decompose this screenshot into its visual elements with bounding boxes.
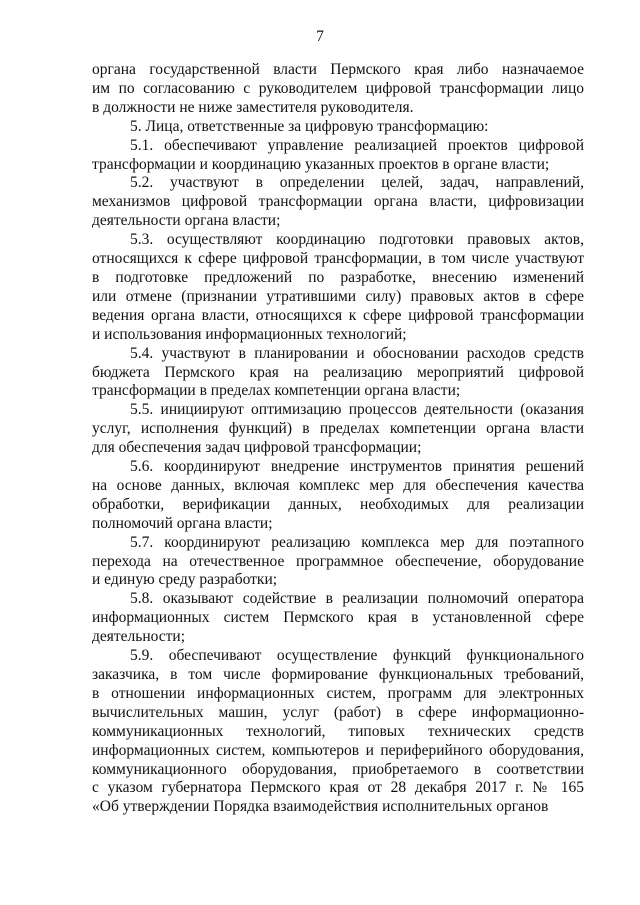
text-line: 5.2. участвуют в определении целей, задач, направлений, — [130, 174, 584, 192]
paragraph — [92, 534, 584, 591]
text-line: в должности не ниже заместителя руководителя. — [92, 98, 414, 116]
paragraph — [92, 61, 584, 118]
text-line: информационных систем, компьютеров и периферийного оборудования, — [92, 741, 584, 759]
text-line: перехода на отечественное программное обеспечение, оборудование — [92, 552, 584, 570]
paragraph — [92, 118, 584, 137]
text-line: 5.3. осуществляют координацию подготовки правовых актов, — [130, 231, 584, 249]
text-line: деятельности; — [92, 628, 186, 646]
paragraph — [92, 401, 584, 458]
text-line: трансформации в пределах компетенции органа власти; — [92, 382, 461, 400]
text-line: «Об утверждении Порядка взаимодействия исполнительных органов — [92, 798, 549, 816]
text-line: информационных систем Пермского края в установленной сфере — [92, 609, 584, 627]
text-line: на основе данных, включая комплекс мер для обеспечения качества — [92, 476, 584, 494]
text-line: вычислительных машин, услуг (работ) в сфере информационно- — [92, 703, 584, 721]
text-line: бюджета Пермского края на реализацию мероприятий цифровой — [92, 363, 584, 381]
text-line: 5.8. оказывают содействие в реализации полномочий оператора — [130, 590, 584, 608]
text-line: 5. Лица, ответственные за цифровую трансформацию: — [130, 117, 489, 135]
text-line: или отмене (признании утратившими силу) правовых актов в сфере — [92, 287, 584, 305]
paragraph — [92, 345, 584, 402]
document-body — [92, 61, 584, 817]
text-line: деятельности органа власти; — [92, 212, 281, 230]
text-line: 5.4. участвуют в планировании и обосновании расходов средств — [130, 344, 584, 362]
text-line: 5.9. обеспечивают осуществление функций функционального — [130, 647, 584, 665]
text-line: трансформации и координацию указанных проектов в органе власти; — [92, 155, 550, 173]
paragraph — [92, 590, 584, 647]
text-line: в отношении информационных систем, программ для электронных — [92, 684, 584, 702]
text-line: 5.7. координируют реализацию комплекса мер для поэтапного — [130, 533, 584, 551]
text-line: ведения органа власти, относящихся к сфере цифровой трансформации — [92, 306, 584, 324]
text-line: относящихся к сфере цифровой трансформации, в том числе участвуют — [92, 250, 584, 268]
text-line: коммуникационного оборудования, приобретаемого в соответствии — [92, 760, 584, 778]
paragraph — [92, 647, 584, 817]
text-line: 5.6. координируют внедрение инструментов принятия решений — [130, 458, 584, 476]
text-line: органа государственной власти Пермского края либо назначаемое — [92, 61, 584, 78]
text-line: в подготовке предложений по разработке, внесению изменений — [92, 268, 584, 286]
text-line: полномочий органа власти; — [92, 514, 273, 532]
paragraph — [92, 231, 584, 344]
paragraph — [92, 458, 584, 534]
text-line: 5.1. обеспечивают управление реализацией проектов цифровой — [130, 136, 584, 154]
text-line: для обеспечения задач цифровой трансформации; — [92, 439, 422, 457]
text-line: 5.5. инициируют оптимизацию процессов деятельности (оказания — [130, 401, 584, 419]
text-line: им по согласованию с руководителем цифровой трансформации лицо — [92, 79, 584, 97]
text-line: механизмов цифровой трансформации органа власти, цифровизации — [92, 193, 584, 211]
paragraph — [92, 174, 584, 231]
text-line: заказчика, в том числе формирование функциональных требований, — [92, 666, 584, 683]
page-number: 7 — [316, 28, 324, 45]
text-line: услуг, исполнения функций) в пределах компетенции органа власти — [92, 420, 584, 438]
text-line: с указом губернатора Пермского края от 28 декабря 2017 г. № 165 — [92, 779, 584, 797]
paragraph — [92, 137, 584, 175]
text-line: и использования информационных технологий; — [92, 325, 407, 343]
text-line: коммуникационных технологий, типовых технических средств — [92, 722, 584, 740]
text-line: и единую среду разработки; — [92, 571, 278, 589]
text-line: обработки, верификации данных, необходимых для реализации — [92, 495, 584, 513]
